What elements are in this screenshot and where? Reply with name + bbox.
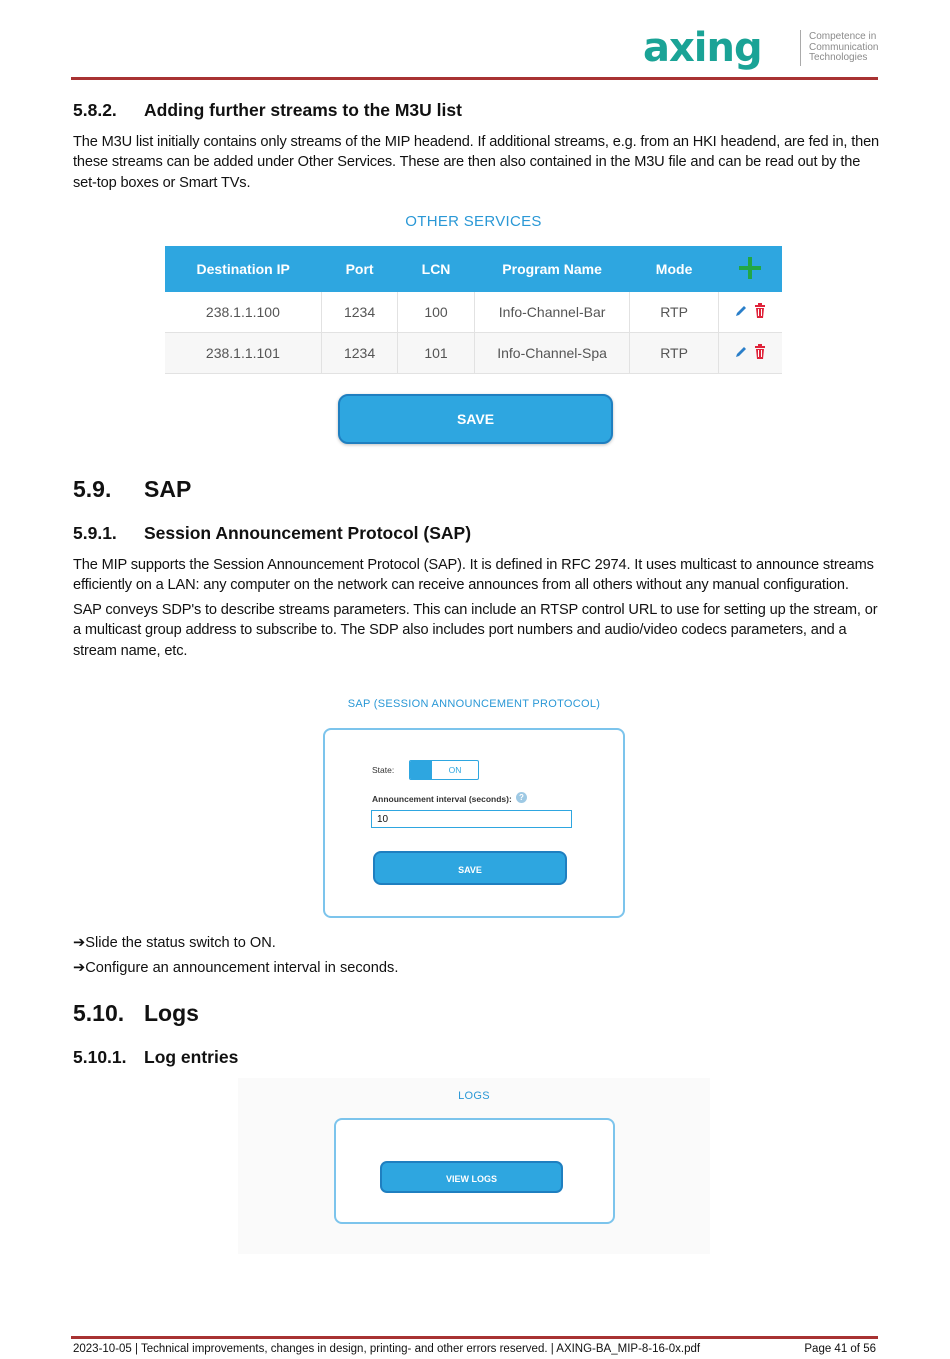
other-services-table: [165, 246, 782, 374]
footer-text: 2023-10-05 | Technical improvements, changes in design, printing- and other errors reserved. | AXING-BA_MIP-8-16-0x.pdf: [73, 1343, 701, 1355]
arrow-right-icon: ➔: [73, 960, 86, 976]
section-heading-5-8-2: [73, 100, 873, 122]
header-rule: [71, 77, 878, 80]
toggle-knob: [410, 761, 432, 779]
instruction-text: Slide the status switch to ON.: [85, 935, 276, 951]
toggle-value: ON: [448, 765, 462, 775]
page-number: Page 41 of 56: [804, 1343, 876, 1355]
col-program-name: Program Name: [474, 246, 630, 292]
paragraph-m3u: The M3U list initially contains only streams of the MIP headend. If additional streams, e.g. from an HKI headend, are fed in, then these streams can be added under Other Services. These are then also contained in the M3U file and can be read out by the set-top boxes or Smart TVs.: [73, 134, 880, 191]
instruction-item: [73, 934, 276, 951]
section-title: Logs: [144, 1000, 199, 1026]
section-title: SAP: [144, 476, 192, 502]
trash-icon[interactable]: [753, 303, 767, 319]
cell-program-name: Info-Channel-Bar: [474, 292, 630, 333]
col-destination-ip: Destination IP: [165, 246, 321, 292]
interval-label: Announcement interval (seconds):: [372, 794, 512, 804]
section-heading-5-10: [73, 1000, 873, 1028]
logs-widget-title: LOGS: [458, 1090, 490, 1102]
cell-lcn: 101: [398, 333, 474, 374]
section-number: 5.10.1.: [73, 1047, 127, 1067]
cell-port: 1234: [321, 292, 398, 333]
cell-mode: RTP: [630, 292, 718, 333]
col-lcn: LCN: [398, 246, 474, 292]
row-actions: [718, 292, 782, 333]
pencil-icon[interactable]: [733, 303, 749, 319]
table-row: [165, 292, 782, 333]
tagline-line-3: Technologies: [809, 52, 868, 63]
tagline-line-2: Communication: [809, 41, 879, 53]
tagline-line-1: Competence in: [809, 31, 877, 42]
instruction-text: Configure an announcement interval in seconds.: [85, 960, 399, 976]
sap-save-button[interactable]: SAVE: [373, 851, 567, 885]
cell-program-name: Info-Channel-Spa: [474, 333, 630, 374]
row-actions: [718, 333, 782, 374]
instruction-item: [73, 959, 398, 976]
state-label: State:: [372, 765, 395, 775]
view-logs-button[interactable]: VIEW LOGS: [380, 1161, 563, 1193]
paragraph-sap-2: SAP conveys SDP's to describe streams parameters. This can include an RTSP control URL to use for setting up the stream, or a multicast group address to subscribe to. The SDP also includes port numbers and audio/video codecs parameters, and a stream name, etc.: [73, 602, 878, 659]
section-number: 5.9.1.: [73, 523, 117, 543]
axing-logo: axing: [643, 25, 762, 71]
table-row: [165, 333, 782, 374]
section-title: Adding further streams to the M3U list: [144, 100, 462, 120]
cell-mode: RTP: [630, 333, 718, 374]
help-icon[interactable]: ?: [516, 792, 527, 803]
paragraph-sap-1: The MIP supports the Session Announcement Protocol (SAP). It is defined in RFC 2974. It uses multicast to announce streams efficiently on a LAN: any computer on the network can receive announces from all others without any manual configuration.: [73, 557, 874, 594]
table-header-row: [165, 246, 782, 292]
add-service-button[interactable]: [718, 246, 782, 292]
section-number: 5.9.: [73, 476, 112, 502]
cell-destination-ip: 238.1.1.101: [165, 333, 321, 374]
col-port: Port: [321, 246, 398, 292]
section-heading-5-9-1: [73, 523, 873, 545]
save-button[interactable]: SAVE: [338, 394, 613, 444]
footer-rule: [71, 1336, 878, 1339]
cell-port: 1234: [321, 333, 398, 374]
logo-tagline: [809, 32, 878, 64]
state-toggle[interactable]: [409, 760, 479, 780]
arrow-right-icon: ➔: [73, 935, 86, 951]
interval-input[interactable]: 10: [371, 810, 572, 828]
col-mode: Mode: [630, 246, 718, 292]
cell-destination-ip: 238.1.1.100: [165, 292, 321, 333]
section-title: Log entries: [144, 1047, 239, 1067]
cell-lcn: 100: [398, 292, 474, 333]
section-heading-5-10-1: [73, 1047, 873, 1069]
logo-divider: [800, 30, 801, 66]
plus-icon: [737, 255, 763, 281]
section-number: 5.10.: [73, 1000, 125, 1026]
section-number: 5.8.2.: [73, 100, 117, 120]
section-title: Session Announcement Protocol (SAP): [144, 523, 472, 543]
pencil-icon[interactable]: [733, 344, 749, 360]
trash-icon[interactable]: [753, 344, 767, 360]
section-heading-5-9: [73, 476, 873, 504]
other-services-title: OTHER SERVICES: [405, 213, 542, 230]
sap-widget-title: SAP (SESSION ANNOUNCEMENT PROTOCOL): [347, 698, 601, 710]
